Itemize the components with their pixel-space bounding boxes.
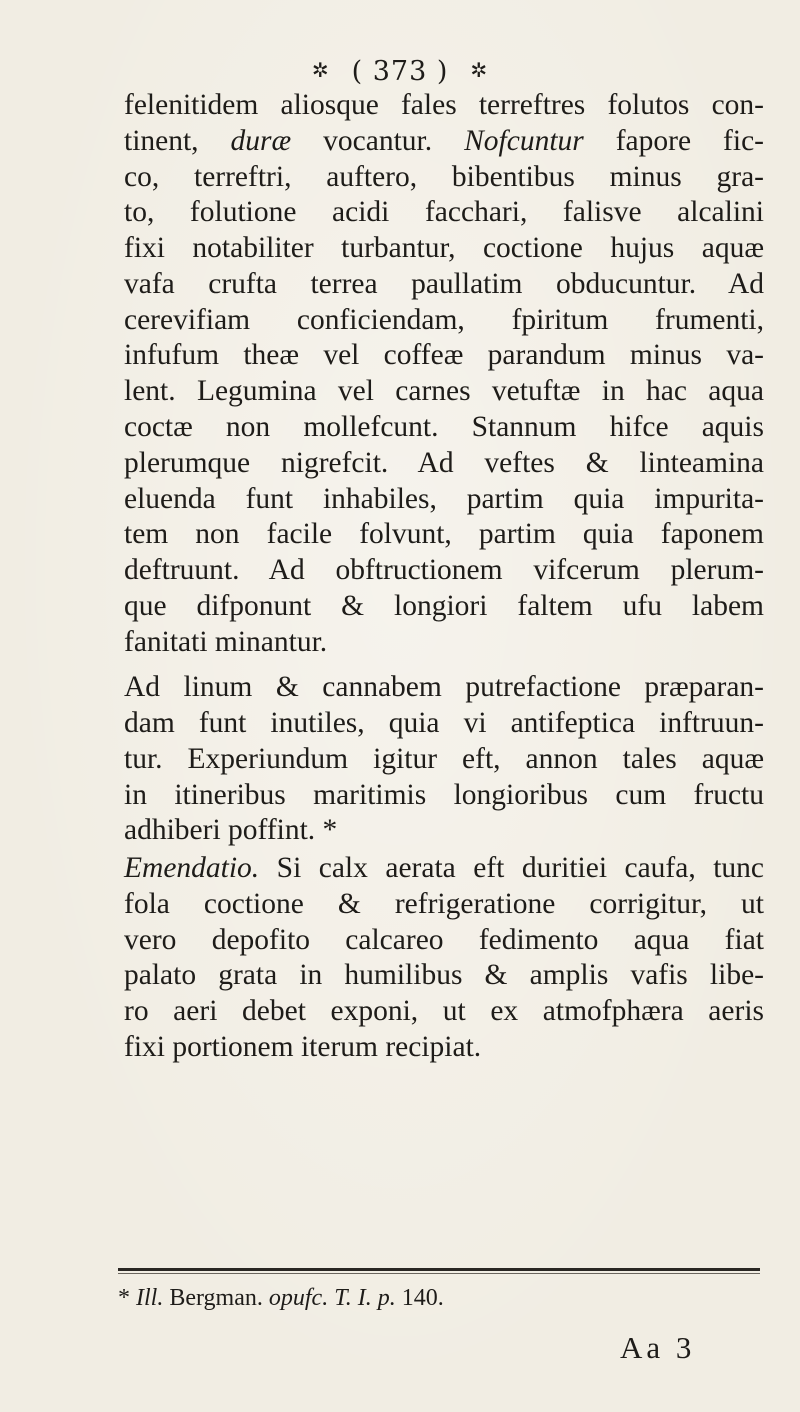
ornament-right-icon: ✲ [470, 58, 489, 82]
text-line: adhiberi poffint. * [124, 814, 338, 847]
ornament-left-icon: ✲ [311, 58, 330, 82]
text-line: dam funt inutiles, quia vi antifeptica inftruun- [124, 707, 764, 740]
text-line: deftruunt. Ad obftructionem vifcerum plerum- [124, 554, 764, 587]
text-line: cerevifiam conficiendam, fpiritum frumenti, [124, 303, 764, 336]
text-line: palato grata in humilibus & amplis vafis libe- [124, 959, 764, 992]
text-line: infufum theæ vel coffeæ parandum minus va- [124, 339, 764, 372]
text-line: eluenda funt inhabiles, partim quia impurita- [124, 482, 764, 515]
text-line: vafa crufta terrea paullatim obducuntur. Ad [124, 267, 764, 300]
text-line: tem non facile folvunt, partim quia faponem [124, 518, 764, 551]
footnote: * Ill. Bergman. opufc. T. I. p. 140. [118, 1285, 444, 1311]
text-line: plerumque nigrefcit. Ad veftes & linteamina [124, 446, 764, 479]
text-line: co, terreftri, auftero, bibentibus minus gra- [124, 160, 764, 193]
text-line: que difponunt & longiori faltem ufu labem [124, 589, 764, 622]
text-line: fixi portionem iterum recipiat. [124, 1031, 482, 1063]
text-line: coctæ non mollefcunt. Stannum hifce aquis [124, 411, 764, 443]
text-line: lent. Legumina vel carnes vetuftæ in hac aqua [124, 375, 764, 408]
text-line: in itineribus maritimis longioribus cum fructu [124, 778, 764, 811]
footnote-divider [118, 1268, 760, 1271]
text-line: tur. Experiundum igitur eft, annon tales aquæ [124, 742, 764, 775]
text-line: to, folutione acidi facchari, falisve alcalini [124, 196, 764, 229]
page-header [0, 56, 800, 87]
text-line: Ad linum & cannabem putrefactione præparan- [124, 671, 764, 704]
text-line: tinent, duræ vocantur. Nofcuntur fapore fic- [124, 124, 764, 157]
page-number: ( 373 ) [351, 56, 449, 87]
footnote-divider-thin [118, 1273, 760, 1274]
text-line: felenitidem aliosque fales terreftres folutos con- [124, 89, 764, 121]
text-line: fola coctione & refrigeratione corrigitur, ut [124, 887, 764, 920]
text-line: fixi notabiliter turbantur, coctione hujus aquæ [124, 232, 764, 265]
text-line: fanitati minantur. [124, 625, 328, 658]
text-line: Emendatio. Si calx aerata eft duritiei caufa, tunc [124, 852, 764, 885]
signature-mark: Aa 3 [620, 1330, 696, 1365]
text-line: ro aeri debet exponi, ut ex atmofphæra aeris [124, 995, 764, 1028]
text-line: vero depofito calcareo fedimento aqua fiat [124, 923, 764, 956]
